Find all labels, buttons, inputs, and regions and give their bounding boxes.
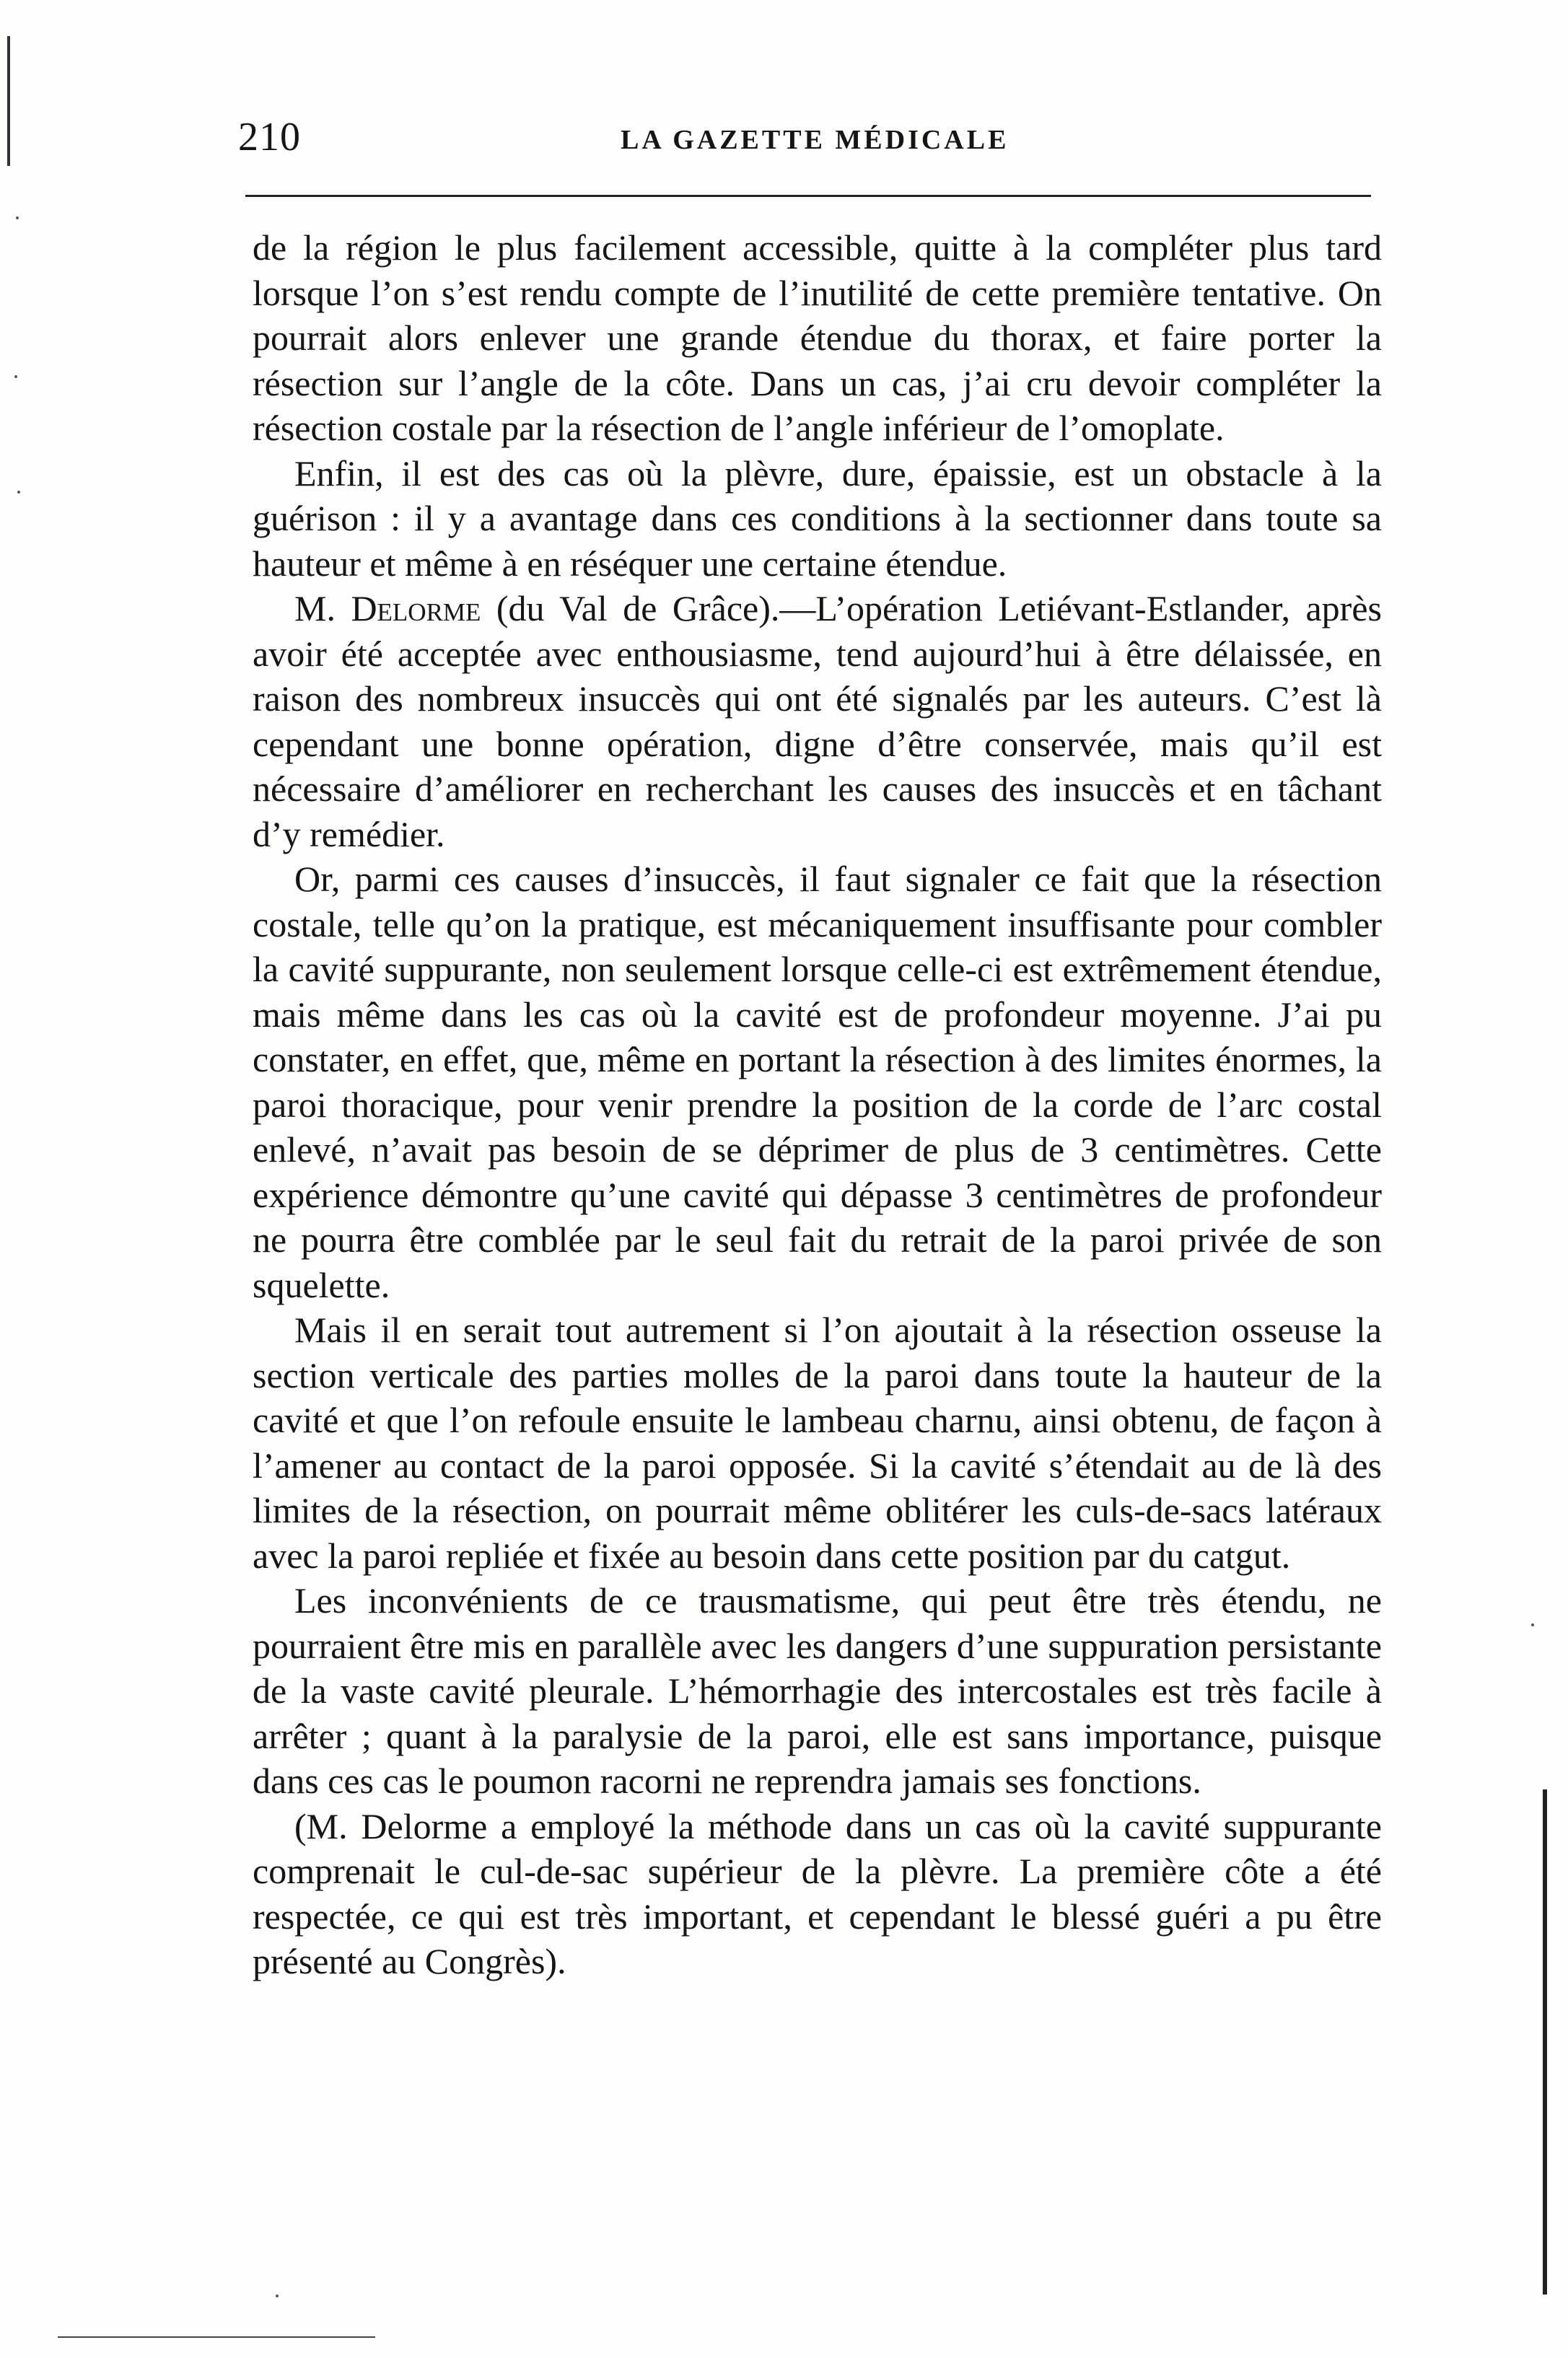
paragraph-3 [253, 586, 1382, 856]
running-head: LA GAZETTE MÉDICALE [621, 125, 1009, 155]
scan-margin-mark [7, 36, 10, 166]
speaker-name: Delorme [351, 588, 481, 628]
paragraph-6: Les inconvénients de ce trausmatisme, qui peut être très étendu, ne pourraient être mis en parallèle avec les dangers d’une suppuration persistante de la vaste cavité pleurale. L’hémorrhagie des intercostales est très facile à arrêter ; quant à la paralysie de la paroi, elle est sans importance, puisque dans ces cas le poumon racorni ne reprendra jamais ses fonctions. [253, 1580, 1382, 1801]
page-header [238, 108, 1371, 166]
article-body [253, 225, 1382, 1984]
paragraph-1: de la région le plus facilement accessible, quitte à la compléter plus tard lorsque l’on s’est rendu compte de l’inutilité de cette première tentative. On pourrait alors enlever une grande étendue du thorax, et faire porter la résection sur l’angle de la côte. Dans un cas, j’ai cru devoir compléter la résection costale par la résection de l’angle inférieur de l’omoplate. [253, 227, 1382, 448]
paragraph-2: Enfin, il est des cas où la plèvre, dure, épaissie, est un obstacle à la guérison : il y a avantage dans ces conditions à la sectionner dans toute sa hauteur et même à en réséquer une certaine étendue. [253, 452, 1382, 584]
paragraph-7: (M. Delorme a employé la méthode dans un cas où la cavité suppurante comprenait le cul-de-sac supérieur de la plèvre. La première côte a été respectée, ce qui est très important, et cependant le blessé guéri a pu être présenté au Congrès). [253, 1805, 1382, 1981]
scan-bottom-rule [58, 2336, 375, 2338]
scan-speck [1531, 1623, 1534, 1626]
scan-speck [17, 491, 20, 494]
speaker-prefix: M. [294, 588, 351, 628]
scan-edge-bar [1543, 1789, 1547, 2295]
scan-speck [276, 2295, 279, 2297]
paragraph-4: Or, parmi ces causes d’insuccès, il faut signaler ce fait que la résection costale, telle qu’on la pratique, est mécaniquement insuffisante pour combler la cavité suppurante, non seulement lorsque celle-ci est extrêmement étendue, mais même dans les cas où la cavité est de profondeur moyenne. J’ai pu constater, en effet, que, même en portant la résection à des limites énormes, la paroi thoracique, pour venir prendre la position de la corde de l’arc costal enlevé, n’avait pas besoin de se déprimer de plus de 3 centimètres. Cette expérience démontre qu’une cavité qui dépasse 3 centimètres de profondeur ne pourra être comblée par le seul fait du retrait de la paroi privée de son squelette. [253, 859, 1382, 1305]
page-number: 210 [238, 115, 301, 159]
scan-speck [14, 375, 17, 378]
paragraph-5: Mais il en serait tout autrement si l’on ajoutait à la résection osseuse la section verticale des parties molles de la paroi dans toute la hauteur de la cavité et que l’on refoule ensuite le lambeau charnu, ainsi obtenu, de façon à l’amener au contact de la paroi opposée. Si la cavité s’étendait au de là des limites de la résection, on pourrait même oblitérer les culs-de-sacs latéraux avec la paroi repliée et fixée au besoin dans cette position par du catgut. [253, 1310, 1382, 1576]
header-rule [245, 195, 1371, 197]
paragraph-3-text: (du Val de Grâce).—L’opération Letiévant-Estlander, après avoir été acceptée avec enthousiasme, tend aujourd’hui à être délaissée, en raison des nombreux insuccès qui ont été signalés par les auteurs. C’est là cependant une bonne opération, digne d’être conservée, mais qu’il est nécessaire d’améliorer en recherchant les causes des insuccès et en tâchant d’y remédier. [253, 588, 1382, 854]
scan-speck [16, 216, 19, 219]
